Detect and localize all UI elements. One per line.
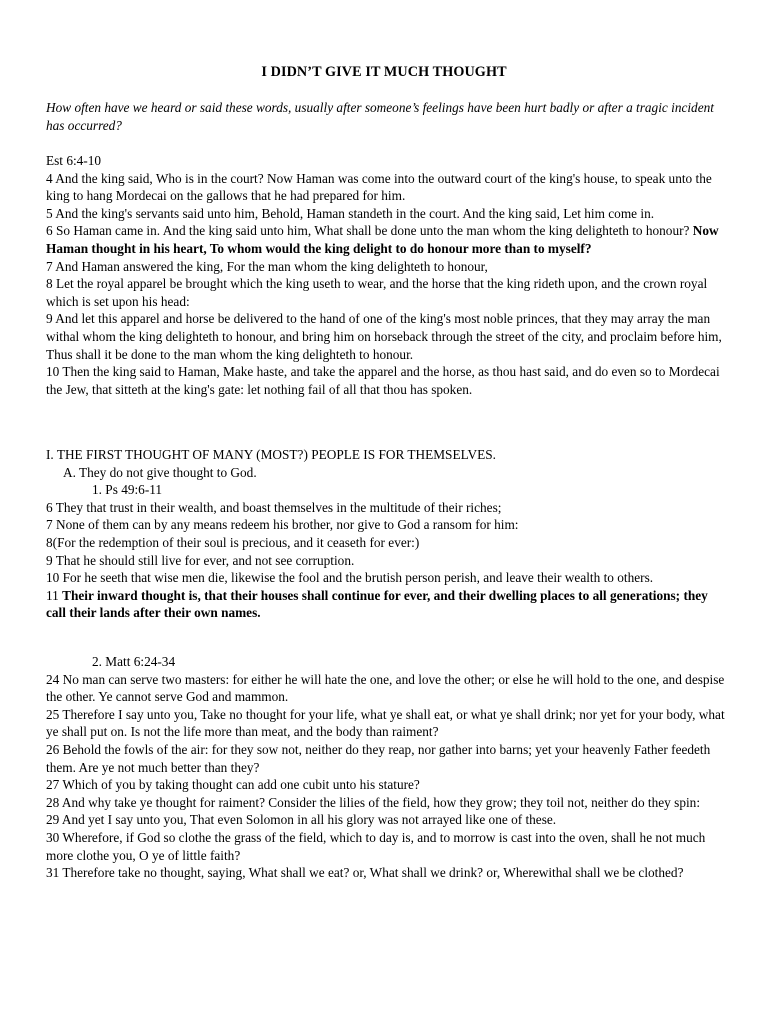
matthew-passage bbox=[46, 653, 731, 882]
psalm-verse-6: 6 They that trust in their wealth, and boast themselves in the multitude of their riches; bbox=[46, 499, 502, 515]
esther-verse-8: 8 Let the royal apparel be brought which the king useth to wear, and the horse that the king rideth upon, and the crown royal which is set upon his head: bbox=[46, 276, 708, 309]
esther-verse-6-text: 6 So Haman came in. And the king said unto him, What shall be done unto the man whom the king delighteth to honour? bbox=[46, 223, 693, 239]
esther-passage bbox=[46, 152, 731, 398]
matt-verse-29: 29 And yet I say unto you, That even Solomon in all his glory was not arrayed like one of these. bbox=[46, 812, 557, 828]
matt-verse-28: 28 And why take ye thought for raiment? Consider the lilies of the field, how they grow; they toil not, neither do they spin: bbox=[46, 794, 701, 810]
matt-verse-26: 26 Behold the fowls of the air: for they sow not, neither do they reap, nor gather into barns; yet your heavenly Father feedeth them. Are ye not much better than they? bbox=[46, 741, 711, 775]
esther-reference: Est 6:4-10 bbox=[46, 153, 102, 168]
matt-verse-31: 31 Therefore take no thought, saying, What shall we eat? or, What shall we drink? or, Wherewithal shall we be clothed? bbox=[46, 865, 684, 881]
esther-verse-6 bbox=[46, 222, 731, 257]
page-title: I DIDN’T GIVE IT MUCH THOUGHT bbox=[261, 64, 507, 80]
esther-verse-10: 10 Then the king said to Haman, Make haste, and take the apparel and the horse, as thou hast said, and do even so to Mordecai the Jew, that sitteth at the king's gate: let nothing fail of all that thou has spoken. bbox=[46, 364, 720, 397]
psalm-verse-10: 10 For he seeth that wise men die, likewise the fool and the brutish person perish, and leave their wealth to others. bbox=[46, 570, 654, 586]
subpoint-a: A. They do not give thought to God. bbox=[63, 464, 257, 480]
psalm-verse-7: 7 None of them can by any means redeem his brother, nor give to God a ransom for him: bbox=[46, 517, 519, 533]
esther-verse-6-emphasis: Now Haman thought in his heart, To whom would the king delight to do honour more than to myself? bbox=[46, 223, 719, 256]
esther-verse-5: 5 And the king's servants said unto him, Behold, Haman standeth in the court. And the king said, Let him come in. bbox=[46, 205, 655, 221]
psalm-verse-11-number: 11 bbox=[46, 587, 63, 603]
item-1-reference: 1. Ps 49:6-11 bbox=[92, 482, 163, 498]
psalm-verse-8: 8(For the redemption of their soul is precious, and it ceaseth for ever:) bbox=[46, 534, 420, 550]
psalm-verse-9: 9 That he should still live for ever, and not see corruption. bbox=[46, 552, 355, 568]
psalm-verse-11 bbox=[46, 587, 731, 622]
intro-question: How often have we heard or said these words, usually after someone’s feelings have been hurt badly or after a tragic incident has occurred? bbox=[46, 100, 714, 133]
esther-verse-4: 4 And the king said, Who is in the court? Now Haman was come into the outward court of the king's house, to speak unto the king to hang Mordecai on the gallows that he had prepared for him. bbox=[46, 170, 712, 204]
esther-verse-9: 9 And let this apparel and horse be delivered to the hand of one of the king's most noble princes, that they may array the man withal whom the king delighteth to honour, and bring him on horseback through the street of the city, and proclaim before him, Thus shall it be done to the man whom the king delighteth to honour. bbox=[46, 311, 722, 362]
section-one bbox=[46, 446, 731, 622]
matt-verse-30: 30 Wherefore, if God so clothe the grass of the field, which to day is, and to morrow is cast into the oven, shall he not much more clothe you, O ye of little faith? bbox=[46, 829, 706, 863]
matt-verse-25: 25 Therefore I say unto you, Take no thought for your life, what ye shall eat, or what ye shall drink; nor yet for your body, what ye shall put on. Is not the life more than meat, and the body than raiment? bbox=[46, 706, 725, 740]
section-heading: I. THE FIRST THOUGHT OF MANY (MOST?) PEOPLE IS FOR THEMSELVES. bbox=[46, 447, 496, 462]
psalm-verse-11-emphasis: Their inward thought is, that their houses shall continue for ever, and their dwelling places to all generations; they call their lands after their own names. bbox=[46, 587, 708, 621]
matt-verse-27: 27 Which of you by taking thought can add one cubit unto his stature? bbox=[46, 777, 420, 793]
item-2-reference: 2. Matt 6:24-34 bbox=[92, 654, 176, 669]
matt-verse-24: 24 No man can serve two masters: for either he will hate the one, and love the other; or else he will hold to the one, and despise the other. Ye cannot serve God and mammon. bbox=[46, 671, 725, 705]
esther-verse-7: 7 And Haman answered the king, For the man whom the king delighteth to honour, bbox=[46, 258, 488, 274]
